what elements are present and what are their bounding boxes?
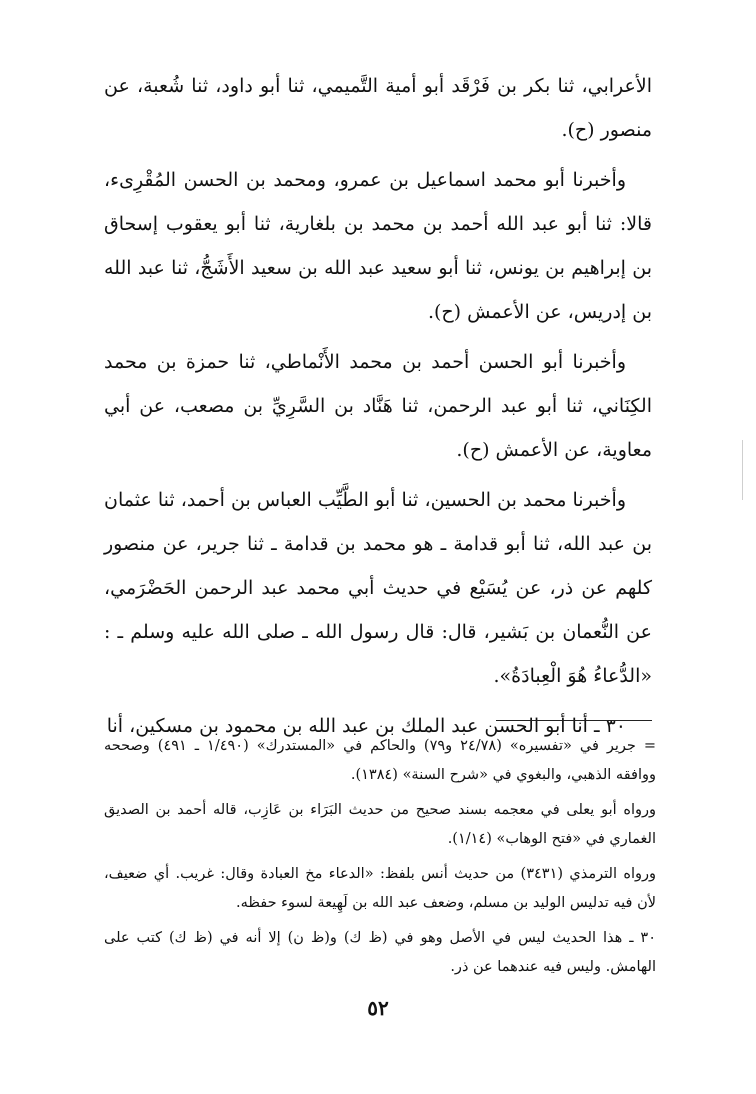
footnote: ورواه الترمذي (٣٤٣١) من حديث أنس بلفظ: «الدعاء مخ العبادة وقال: غريب. أي ضعيف، لأن فيه تدليس الوليد بن مسلم، وضعف عبد الله بن لَهِيعة لسوء حفظه.: [104, 866, 656, 911]
paragraph-isnad-3: [104, 478, 652, 698]
page-number: ٥٢: [367, 996, 389, 1020]
paragraph-text: وأخبرنا محمد بن الحسين، ثنا أبو الطَّيِّب العباس بن أحمد، ثنا عثمان بن عبد الله، ثنا أبو قدامة ـ هو محمد بن قدامة ـ ثنا جرير، عن منصور كلهم عن ذر، عن يُسَيْع في حديث أبي محمد عبد الرحمن الحَضْرَمي، عن النُّعمان بن بَشير، قال: قال رسول الله ـ صلى الله عليه وسلم ـ : «الدُّعاءُ هُوَ الْعِبادَةُ».: [104, 489, 652, 687]
paragraph-isnad-2: [104, 340, 652, 472]
main-text: [104, 64, 652, 748]
footnotes: [104, 732, 656, 988]
footnote: ورواه أبو يعلى في معجمه بسند صحيح من حديث البَرَاء بن عَازِب، قاله أحمد بن الصديق الغماري في «فتح الوهاب» (١/١٤).: [104, 802, 656, 847]
footnote-separator: [496, 720, 652, 721]
footnote: ٣٠ ـ هذا الحديث ليس في الأصل وهو في (ظ ك) و(ظ ن) إلا أنه في (ظ ك) كتب على الهامش. وليس فيه عندهما عن ذر.: [104, 930, 656, 975]
footnote: = جرير في «تفسيره» (٢٤/٧٨ و٧٩) والحاكم في «المستدرك» (١/٤٩٠ ـ ٤٩١) وصححه ووافقه الذهبي، والبغوي في «شرح السنة» (١٣٨٤).: [104, 738, 656, 783]
scan-edge-mark: [742, 440, 743, 500]
paragraph-isnad-1: [104, 158, 652, 334]
paragraph-text: وأخبرنا أبو الحسن أحمد بن محمد الأَنْماطي، ثنا حمزة بن محمد الكِنَاني، ثنا أبو عبد الرحمن، ثنا هَنَّاد بن السَّرِيِّ بن مصعب، عن أبي معاوية، عن الأعمش (ح).: [104, 351, 652, 461]
paragraph-text: الأعرابي، ثنا بكر بن فَرْقَد أبو أمية التَّميمي، ثنا أبو داود، ثنا شُعبة، عن منصور (ح).: [104, 75, 652, 141]
paragraph-text: وأخبرنا أبو محمد اسماعيل بن عمرو، ومحمد بن الحسن المُقْرِىء، قالا: ثنا أبو عبد الله أحمد بن محمد بن بلغارية، ثنا أبو يعقوب إسحاق بن إبراهيم بن يونس، ثنا أبو سعيد عبد الله بن سعيد الأَشَجُّ، ثنا عبد الله بن إدريس، عن الأعمش (ح).: [104, 169, 652, 323]
paragraph-text: ٣٠ ـ أنا أبو الحسن عبد الملك بن عبد الله بن محمود بن مسكين، أنا: [106, 715, 626, 737]
paragraph-continuation: [104, 64, 652, 152]
